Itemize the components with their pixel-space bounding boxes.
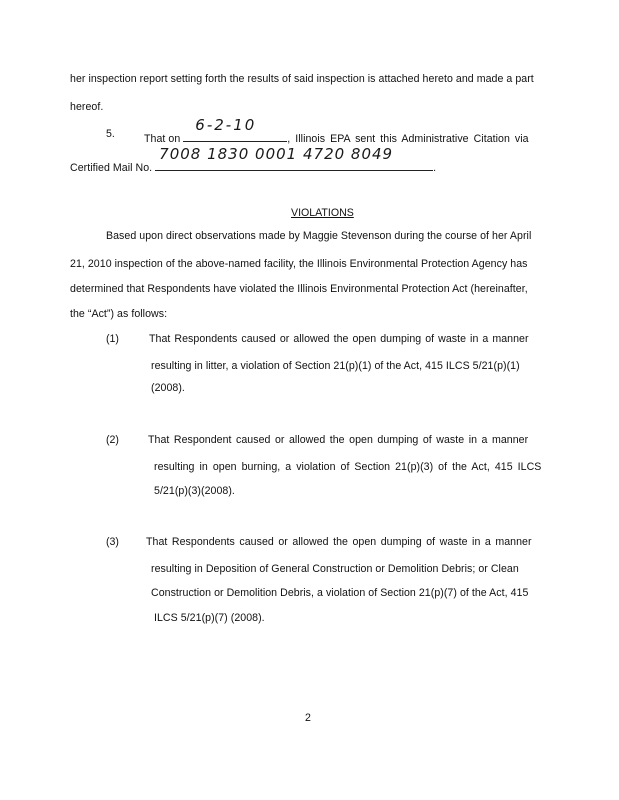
violations-intro-line-1: Based upon direct observations made by Maggie Stevenson during the course of her April: [106, 230, 532, 242]
paragraph-5-rest: , Illinois EPA sent this Administrative Citation via: [287, 133, 529, 145]
violation-2-line-2: resulting in open burning, a violation of Section 21(p)(3) of the Act, 415 ILCS: [154, 461, 542, 473]
violation-3-line-3: Construction or Demolition Debris, a violation of Section 21(p)(7) of the Act, 415: [151, 587, 529, 599]
violation-2-line-1: That Respondent caused or allowed the open dumping of waste in a manner: [148, 434, 529, 446]
violation-3-line-2: resulting in Deposition of General Construction or Demolition Debris; or Clean: [151, 563, 519, 575]
handwritten-mail-number: 7008 1830 0001 4720 8049: [159, 145, 394, 163]
violation-2-line-3: 5/21(p)(3)(2008).: [154, 485, 235, 497]
paragraph-4-line-1: her inspection report setting forth the results of said inspection is attached hereto and made a part: [70, 73, 534, 85]
violation-1-line-3: (2008).: [151, 382, 185, 394]
paragraph-5-number: 5.: [106, 128, 115, 140]
violation-3-line-4: ILCS 5/21(p)(7) (2008).: [154, 612, 265, 624]
page-number: 2: [305, 712, 311, 724]
date-blank: [183, 116, 287, 142]
violations-intro-line-4: the “Act”) as follows:: [70, 308, 168, 320]
paragraph-5-line-1: [144, 116, 529, 146]
handwritten-date: 6-2-10: [195, 116, 257, 134]
violations-intro-line-2: 21, 2010 inspection of the above-named facility, the Illinois Environmental Protection Agency has: [70, 258, 528, 270]
certified-mail-end: .: [433, 162, 437, 174]
violation-1-line-2: resulting in litter, a violation of Section 21(p)(1) of the Act, 415 ILCS 5/21(p)(1): [151, 360, 520, 372]
certified-mail-lead: Certified Mail No.: [70, 162, 153, 174]
violations-intro-line-3: determined that Respondents have violated the Illinois Environmental Protection Act (hereinafter,: [70, 283, 528, 295]
violation-3-number: (3): [106, 536, 119, 548]
violations-heading: VIOLATIONS: [291, 207, 354, 219]
violation-3-line-1: That Respondents caused or allowed the open dumping of waste in a manner: [146, 536, 532, 548]
paragraph-4-line-2: hereof.: [70, 101, 104, 113]
violation-1-number: (1): [106, 333, 119, 345]
violation-2-number: (2): [106, 434, 119, 446]
violation-1-line-1: That Respondents caused or allowed the open dumping of waste in a manner: [149, 333, 529, 345]
paragraph-5-lead: That on: [144, 133, 181, 145]
paragraph-5-line-2: [70, 145, 437, 175]
mail-number-blank: [155, 145, 433, 171]
